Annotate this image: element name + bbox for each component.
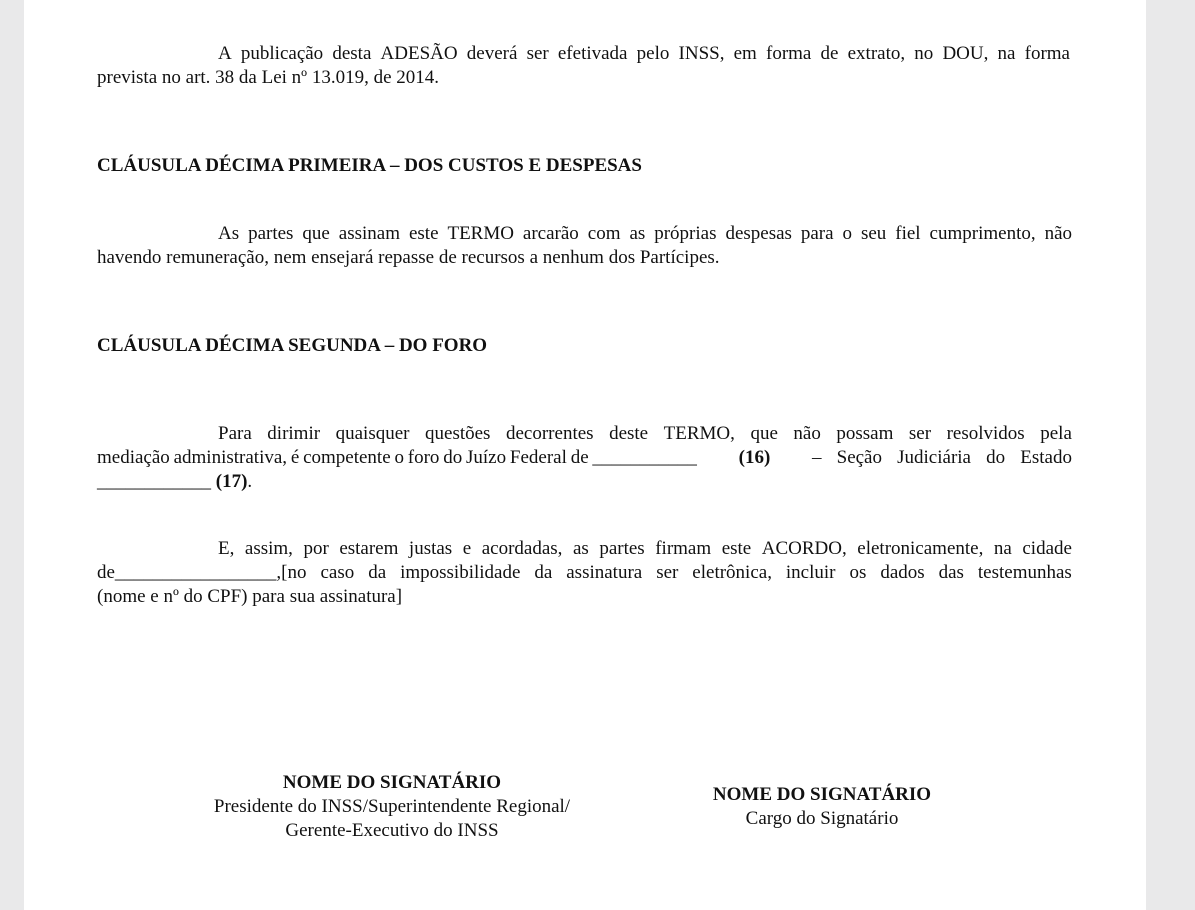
word: assim, <box>244 538 293 559</box>
word: resolvidos <box>946 423 1025 444</box>
word: não <box>1044 223 1072 244</box>
word: dados <box>880 562 925 583</box>
word: desta <box>332 43 372 64</box>
word: ADESÃO <box>380 43 458 64</box>
forum-line-3-period: . <box>247 471 253 492</box>
word: este <box>721 538 752 559</box>
word: no <box>914 43 934 64</box>
word: fiel <box>895 223 921 244</box>
state-blank: ____________ <box>97 471 211 492</box>
word: em <box>733 43 757 64</box>
word: testemunhas <box>977 562 1072 583</box>
word: que <box>302 223 330 244</box>
word: os <box>849 562 867 583</box>
word: forma <box>766 43 812 64</box>
signatory-2-name: NOME DO SIGNATÁRIO <box>712 784 932 805</box>
word: extrato, <box>847 43 906 64</box>
word: próprias <box>654 223 717 244</box>
word: justas <box>408 538 453 559</box>
word: da <box>368 562 387 583</box>
word: do <box>986 447 1006 468</box>
word: dirimir <box>267 423 321 444</box>
word: forma <box>1024 43 1070 64</box>
signatory-2-role: Cargo do Signatário <box>745 808 899 829</box>
word: publicação <box>240 43 324 64</box>
word: eletrônica, <box>692 562 772 583</box>
word: Juízo <box>466 447 507 468</box>
word: As <box>218 223 240 244</box>
word: Judiciária <box>897 447 971 468</box>
reference-16: (16) <box>738 447 771 468</box>
signatory-1-role-line-2: Gerente-Executivo do INSS <box>285 820 499 841</box>
paragraph-publication-line-2: prevista no art. 38 da Lei nº 13.019, de 2014. <box>97 67 440 88</box>
word: administrativa, <box>173 447 288 468</box>
word: competente <box>303 447 391 468</box>
word: arcarão <box>522 223 579 244</box>
paragraph-closing-line-2 <box>97 561 1072 584</box>
word: TERMO <box>447 223 514 244</box>
word: das <box>938 562 964 583</box>
word: ___________ <box>592 447 697 468</box>
paragraph-publication-line-1 <box>218 42 1070 65</box>
signatory-1-name: NOME DO SIGNATÁRIO <box>282 772 502 793</box>
word: com <box>587 223 621 244</box>
word: A <box>218 43 232 64</box>
paragraph-closing-line-3: (nome e nº do CPF) para sua assinatura] <box>97 586 403 607</box>
signatory-1-role-line-1: Presidente do INSS/Superintendente Regional/ <box>213 796 571 817</box>
word: quaisquer <box>335 423 410 444</box>
paragraph-forum-line-2 <box>97 446 1072 469</box>
forum-line-2-lead <box>97 446 697 469</box>
word: estarem <box>339 538 399 559</box>
word: pela <box>1040 423 1072 444</box>
word: decorrentes <box>505 423 594 444</box>
word: por <box>303 538 329 559</box>
word: de <box>570 447 589 468</box>
word: Estado <box>1020 447 1072 468</box>
word: partes <box>248 223 294 244</box>
word: DOU, <box>942 43 989 64</box>
word: E, <box>218 538 235 559</box>
word: as <box>572 538 589 559</box>
reference-17: (17) <box>215 471 248 492</box>
word: Seção <box>836 447 882 468</box>
word: o <box>394 447 404 468</box>
paragraph-costs-line-2: havendo remuneração, nem ensejará repasse de recursos a nenhum dos Partícipes. <box>97 247 720 268</box>
word: ser <box>526 43 549 64</box>
word: possam <box>836 423 894 444</box>
word: ACORDO, <box>761 538 847 559</box>
word: assinatura <box>566 562 643 583</box>
word: pelo <box>636 43 670 64</box>
word: não <box>793 423 821 444</box>
word: de_________________,[no <box>97 562 307 583</box>
word: é <box>290 447 300 468</box>
word: e <box>462 538 472 559</box>
forum-line-2-tail <box>812 446 1072 469</box>
word: na <box>993 538 1012 559</box>
word: efetivada <box>557 43 628 64</box>
word: eletronicamente, <box>857 538 984 559</box>
word: as <box>629 223 646 244</box>
word: partes <box>599 538 645 559</box>
word: mediação <box>97 447 170 468</box>
word: deste <box>609 423 649 444</box>
word: de <box>820 43 839 64</box>
word: firmam <box>655 538 712 559</box>
word: do <box>443 447 463 468</box>
clause-eleven-heading: CLÁUSULA DÉCIMA PRIMEIRA – DOS CUSTOS E DESPESAS <box>97 155 642 176</box>
paragraph-closing-line-1 <box>218 537 1072 560</box>
word: caso <box>320 562 355 583</box>
word: assinam <box>338 223 401 244</box>
word: para <box>800 223 834 244</box>
document-page <box>24 0 1146 910</box>
word: este <box>408 223 439 244</box>
word: INSS, <box>678 43 725 64</box>
clause-twelve-heading: CLÁUSULA DÉCIMA SEGUNDA – DO FORO <box>97 335 488 356</box>
word: deverá <box>466 43 518 64</box>
word: incluir <box>785 562 836 583</box>
word: que <box>750 423 778 444</box>
word: Para <box>218 423 252 444</box>
word: ser <box>656 562 679 583</box>
word: o <box>842 223 853 244</box>
word: TERMO, <box>663 423 735 444</box>
word: ser <box>908 423 932 444</box>
word: cumprimento, <box>929 223 1036 244</box>
word: na <box>997 43 1016 64</box>
word: impossibilidade <box>400 562 521 583</box>
paragraph-costs-line-1 <box>218 222 1072 245</box>
paragraph-forum-line-1 <box>218 422 1072 445</box>
word: – <box>812 447 822 468</box>
word: cidade <box>1022 538 1072 559</box>
word: despesas <box>725 223 792 244</box>
word: da <box>534 562 553 583</box>
word: foro <box>407 447 440 468</box>
word: Federal <box>509 447 567 468</box>
word: seu <box>860 223 887 244</box>
paragraph-forum-line-3 <box>97 470 252 493</box>
word: acordadas, <box>481 538 563 559</box>
word: questões <box>425 423 491 444</box>
